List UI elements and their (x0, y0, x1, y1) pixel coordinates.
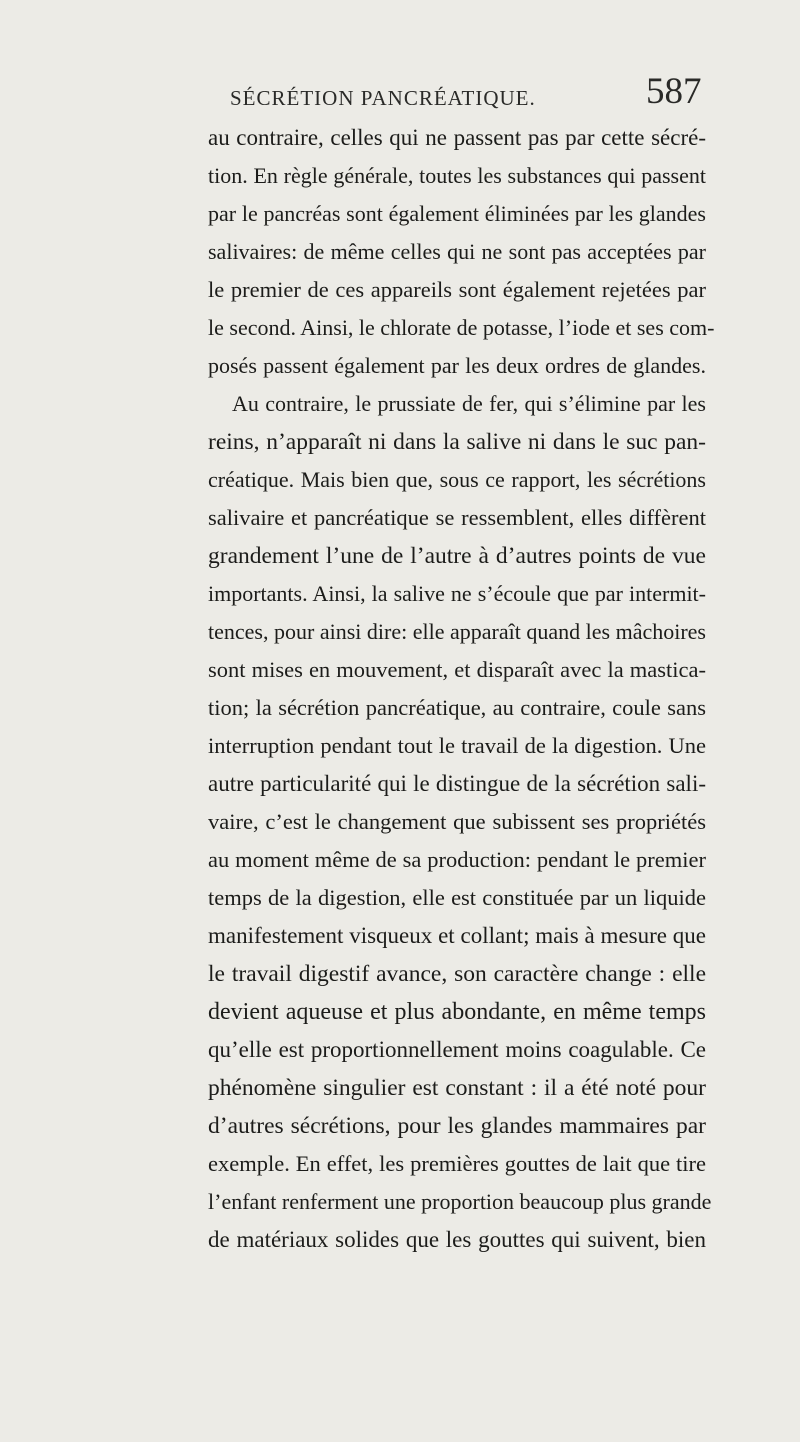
text-line: le premier de ces appareils sont également rejetées par (208, 277, 706, 302)
text-line: au contraire, celles qui ne passent pas par cette sécré- (208, 125, 706, 150)
text-line: créatique. Mais bien que, sous ce rapport, les sécrétions (208, 467, 706, 492)
text-line: l’enfant renferment une proportion beaucoup plus grande (208, 1189, 712, 1214)
text-line: d’autres sécrétions, pour les glandes mammaires par (208, 1113, 706, 1139)
text-line: temps de la digestion, elle est constituée par un liquide (208, 885, 706, 910)
text-line: devient aqueuse et plus abondante, en même temps (208, 999, 706, 1025)
text-line: vaire, c’est le changement que subissent ses propriétés (208, 809, 706, 834)
page-number: 587 (646, 71, 702, 112)
text-line: exemple. En effet, les premières gouttes de lait que tire (208, 1151, 706, 1176)
text-line: posés passent également par les deux ordres de glandes. (208, 353, 706, 378)
text-line: qu’elle est proportionnellement moins coagulable. Ce (208, 1037, 706, 1062)
text-line: importants. Ainsi, la salive ne s’écoule que par intermit- (208, 581, 706, 606)
text-line: tion. En règle générale, toutes les substances qui passent (208, 163, 706, 188)
text-line: interruption pendant tout le travail de la digestion. Une (208, 733, 706, 758)
text-line: grandement l’une de l’autre à d’autres points de vue (208, 543, 706, 569)
text-line: salivaire et pancréatique se ressemblent, elles diffèrent (208, 505, 706, 530)
running-title: SÉCRÉTION PANCRÉATIQUE. (230, 86, 536, 110)
text-line: phénomène singulier est constant : il a été noté pour (208, 1075, 706, 1101)
text-line: de matériaux solides que les gouttes qui suivent, bien (208, 1227, 706, 1252)
text-line: reins, n’apparaît ni dans la salive ni dans le suc pan- (208, 429, 706, 455)
text-line: le travail digestif avance, son caractère change : elle (208, 961, 706, 987)
text-line: autre particularité qui le distingue de la sécrétion sali- (208, 771, 706, 796)
text-line: salivaires: de même celles qui ne sont pas acceptées par (208, 239, 706, 264)
text-line: manifestement visqueux et collant; mais à mesure que (208, 923, 706, 948)
text-line: tion; la sécrétion pancréatique, au contraire, coule sans (208, 695, 706, 720)
text-line: Au contraire, le prussiate de fer, qui s’élimine par les (232, 391, 706, 416)
text-line: au moment même de sa production: pendant le premier (208, 847, 706, 872)
text-line: par le pancréas sont également éliminées par les glandes (208, 201, 706, 226)
text-line: le second. Ainsi, le chlorate de potasse, l’iode et ses com- (208, 315, 715, 340)
text-line: tences, pour ainsi dire: elle apparaît quand les mâchoires (208, 619, 706, 644)
text-line: sont mises en mouvement, et disparaît avec la mastica- (208, 657, 706, 682)
